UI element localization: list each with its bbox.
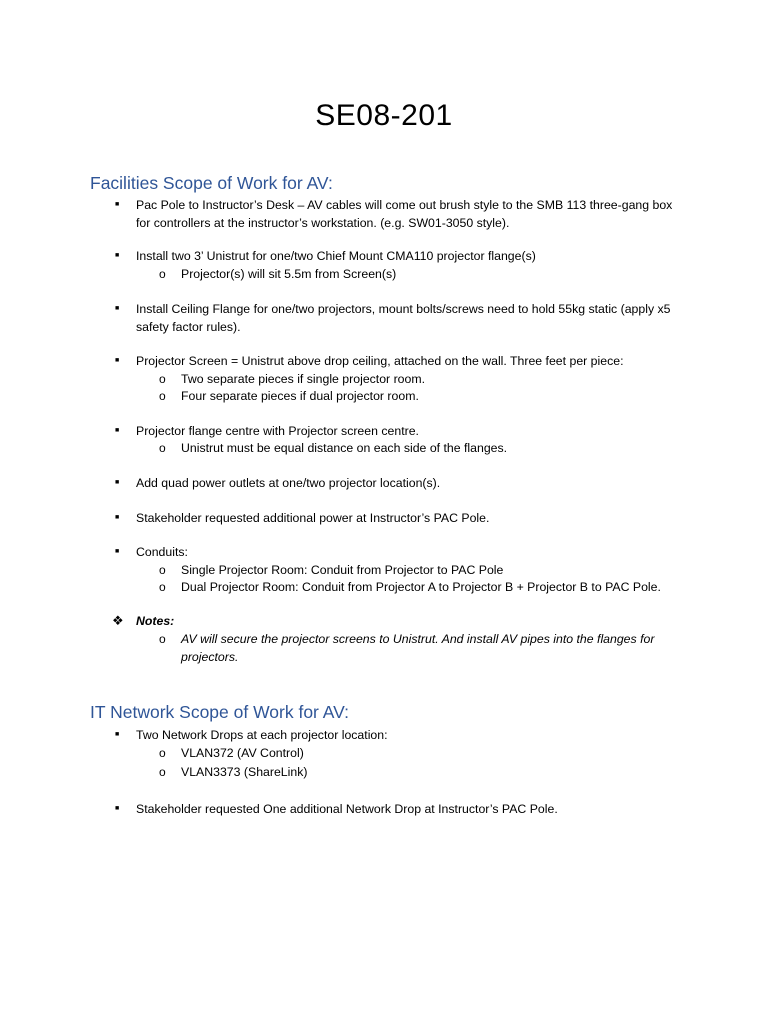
- bullet-icon: ■: [115, 357, 120, 364]
- sub-bullet-icon: o: [159, 746, 166, 760]
- bullet-icon: ■: [115, 201, 120, 208]
- sub-bullet-icon: o: [159, 267, 166, 281]
- sub-bullet-icon: o: [159, 441, 166, 455]
- bullet-icon: ■: [115, 305, 120, 312]
- bullet-icon: ■: [115, 548, 120, 555]
- sub-bullet-icon: o: [159, 372, 166, 386]
- bullet-icon: ■: [115, 514, 120, 521]
- sub-bullet-icon: o: [159, 765, 166, 779]
- list-item: Conduits:: [136, 545, 188, 559]
- network-heading: IT Network Scope of Work for AV:: [90, 702, 350, 722]
- bullet-icon: ■: [115, 427, 120, 434]
- sub-bullet-icon: o: [159, 580, 166, 594]
- list-item: Install two 3’ Unistrut for one/two Chief Mount CMA110 projector flange(s): [136, 249, 536, 263]
- list-item: Projector flange centre with Projector screen centre.: [136, 424, 419, 438]
- sub-list-item: Four separate pieces if dual projector room.: [181, 389, 419, 403]
- list-item: Install Ceiling Flange for one/two projectors, mount bolts/screws need to hold 55kg static (apply x5 safety factor rules).: [136, 302, 671, 334]
- sub-list-item: Single Projector Room: Conduit from Projector to PAC Pole: [181, 563, 504, 577]
- sub-bullet-icon: o: [159, 563, 166, 577]
- bullet-icon: ■: [115, 252, 120, 259]
- sub-bullet-icon: o: [159, 632, 166, 646]
- list-item: Two Network Drops at each projector location:: [136, 728, 388, 742]
- bullet-icon: ■: [115, 479, 120, 486]
- sub-bullet-icon: o: [159, 389, 166, 403]
- list-item: Projector Screen = Unistrut above drop ceiling, attached on the wall. Three feet per piece:: [136, 354, 624, 368]
- bullet-icon: ■: [115, 805, 120, 812]
- sub-list-item: VLAN372 (AV Control): [181, 746, 304, 760]
- bullet-icon: ■: [115, 731, 120, 738]
- notes-text: AV will secure the projector screens to Unistrut. And install AV pipes into the flanges for projectors.: [181, 632, 655, 664]
- facilities-heading: Facilities Scope of Work for AV:: [90, 173, 333, 193]
- sub-list-item: Unistrut must be equal distance on each side of the flanges.: [181, 441, 508, 455]
- sub-list-item: Dual Projector Room: Conduit from Projector A to Projector B + Projector B to PAC Pole.: [181, 580, 661, 594]
- list-item: Pac Pole to Instructor’s Desk – AV cables will come out brush style to the SMB 113 three-gang box for controllers at the instructor’s workstation. (e.g. SW01-3050 style).: [136, 198, 673, 230]
- sub-list-item: VLAN3373 (ShareLink): [181, 765, 308, 779]
- list-item: Add quad power outlets at one/two projector location(s).: [136, 476, 441, 490]
- list-item: Stakeholder requested additional power at Instructor’s PAC Pole.: [136, 511, 490, 525]
- notes-label: Notes:: [136, 614, 175, 628]
- page-title: SE08-201: [315, 99, 453, 132]
- list-item: Stakeholder requested One additional Network Drop at Instructor’s PAC Pole.: [136, 802, 558, 816]
- diamond-bullet-icon: ❖: [112, 613, 124, 628]
- sub-list-item: Projector(s) will sit 5.5m from Screen(s): [181, 267, 397, 281]
- sub-list-item: Two separate pieces if single projector room.: [181, 372, 426, 386]
